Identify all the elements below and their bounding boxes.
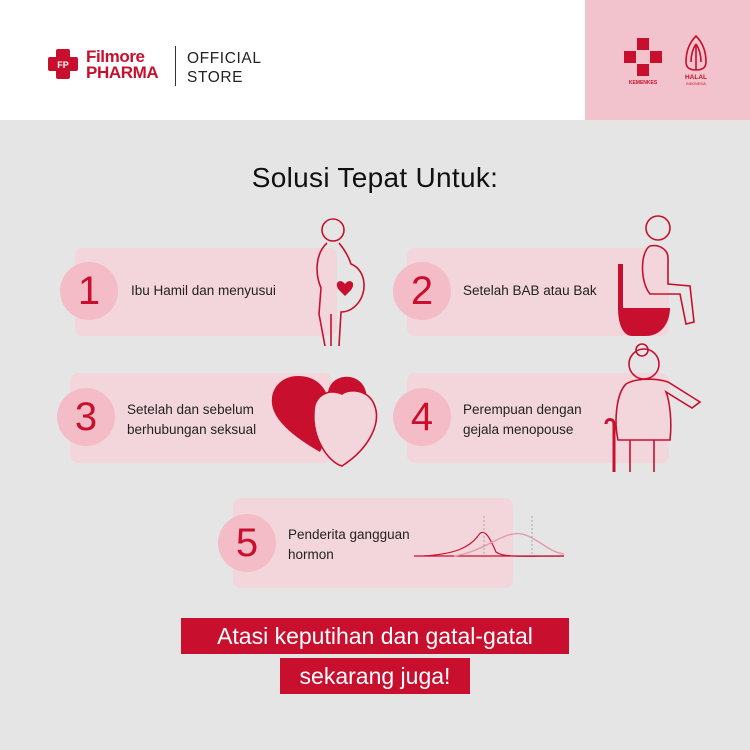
item-3-line-1: Setelah dan sebelum [127, 402, 254, 417]
header-divider [175, 46, 176, 86]
item-number-1: 1 [60, 262, 118, 320]
halal-sublabel: INDONESIA [686, 82, 706, 86]
elderly-woman-icon [596, 342, 720, 478]
item-label-4 [463, 400, 582, 440]
store-line-1: OFFICIAL [187, 50, 262, 67]
official-store-label [187, 49, 262, 87]
item-label-2 [463, 281, 597, 301]
cta-banner-line-2: sekarang juga! [280, 658, 470, 694]
item-2-line-1: Setelah BAB atau Bak [463, 283, 597, 298]
pregnant-woman-icon [305, 214, 375, 350]
halal-logo-icon [678, 34, 714, 88]
store-line-2: STORE [187, 69, 244, 86]
brand-line-1: Filmore [86, 47, 145, 66]
hormone-curve-icon [414, 512, 566, 566]
item-4-line-1: Perempuan dengan [463, 402, 582, 417]
item-5-line-1: Penderita gangguan [288, 527, 410, 542]
page-title: Solusi Tepat Untuk: [251, 162, 499, 193]
item-label-3 [127, 400, 256, 440]
cta-banner-line-1: Atasi keputihan dan gatal-gatal [181, 618, 569, 654]
brand-line-2: PHARMA [86, 63, 159, 82]
item-1-line-1: Ibu Hamil dan menyusui [131, 283, 276, 298]
item-5-line-2: hormon [288, 547, 334, 562]
item-3-line-2: berhubungan seksual [127, 422, 257, 437]
certification-panel [585, 0, 750, 120]
halal-label: HALAL [684, 74, 708, 81]
item-number-4: 4 [393, 388, 451, 446]
item-label-1 [131, 281, 276, 301]
hearts-icon [268, 370, 388, 470]
item-label-5 [288, 525, 410, 565]
kemenkes-label: KEMENKES [628, 80, 658, 86]
kemenkes-logo-icon [620, 36, 666, 86]
item-number-5: 5 [218, 514, 276, 572]
logo-monogram: FP [57, 60, 69, 70]
item-number-3: 3 [57, 388, 115, 446]
item-4-line-2: gejala menopouse [463, 422, 574, 437]
person-on-toilet-icon [610, 212, 700, 344]
filmore-pharma-logo-icon [48, 48, 78, 80]
brand-name [86, 49, 158, 81]
item-number-2: 2 [393, 262, 451, 320]
